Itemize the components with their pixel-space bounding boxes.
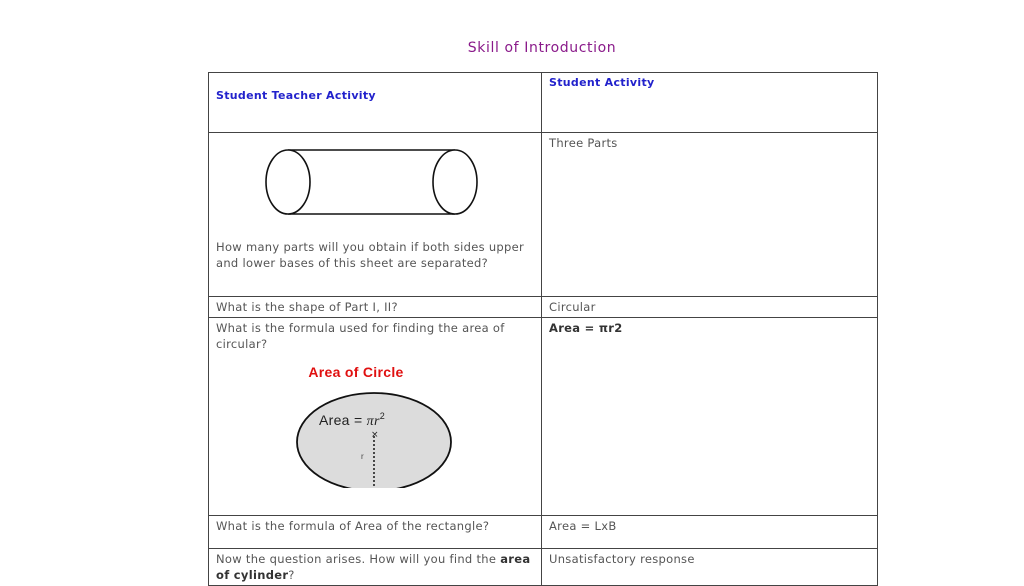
cylinder-right-base <box>433 150 477 214</box>
table-row <box>209 318 878 516</box>
cylinder-illustration <box>216 135 526 229</box>
area-of-circle-figure <box>216 358 526 488</box>
question-text: How many parts will you obtain if both sides upper and lower bases of this sheet are separated? <box>216 240 525 270</box>
area-formula-label: Area = $\pi r^2$ <box>319 411 386 429</box>
table-cell <box>209 133 542 297</box>
answer-text: Unsatisfactory response <box>542 549 878 586</box>
table-row <box>209 297 878 318</box>
center-mark: × <box>371 430 379 440</box>
question-text <box>209 549 542 586</box>
table-header-row <box>209 73 878 133</box>
question-emphasis: area of cylinder <box>216 552 531 582</box>
header-student-activity: Student Activity <box>542 73 878 133</box>
cylinder-left-base <box>266 150 310 214</box>
question-prefix: Now the question arises. How will you find the <box>216 552 501 566</box>
answer-text: Three Parts <box>542 133 878 297</box>
question-text: What is the shape of Part I, II? <box>209 297 542 318</box>
table-cell <box>542 318 878 516</box>
answer-text: Area = LxB <box>542 516 878 549</box>
page-title: Skill of Introduction <box>467 40 617 56</box>
question-suffix: ? <box>288 568 295 582</box>
table-cell <box>209 318 542 516</box>
table-row <box>209 516 878 549</box>
answer-text: Circular <box>542 297 878 318</box>
radius-label: r <box>361 452 364 461</box>
question-text: What is the formula used for finding the area of circular? <box>216 321 505 351</box>
answer-text: Area = πr2 <box>549 321 623 335</box>
question-text: What is the formula of Area of the rectangle? <box>209 516 542 549</box>
header-student-teacher-activity: Student Teacher Activity <box>209 73 542 133</box>
table-row <box>209 133 878 297</box>
figure-title: Area of Circle <box>308 364 404 380</box>
table-row <box>209 549 878 586</box>
activity-table <box>208 72 878 586</box>
